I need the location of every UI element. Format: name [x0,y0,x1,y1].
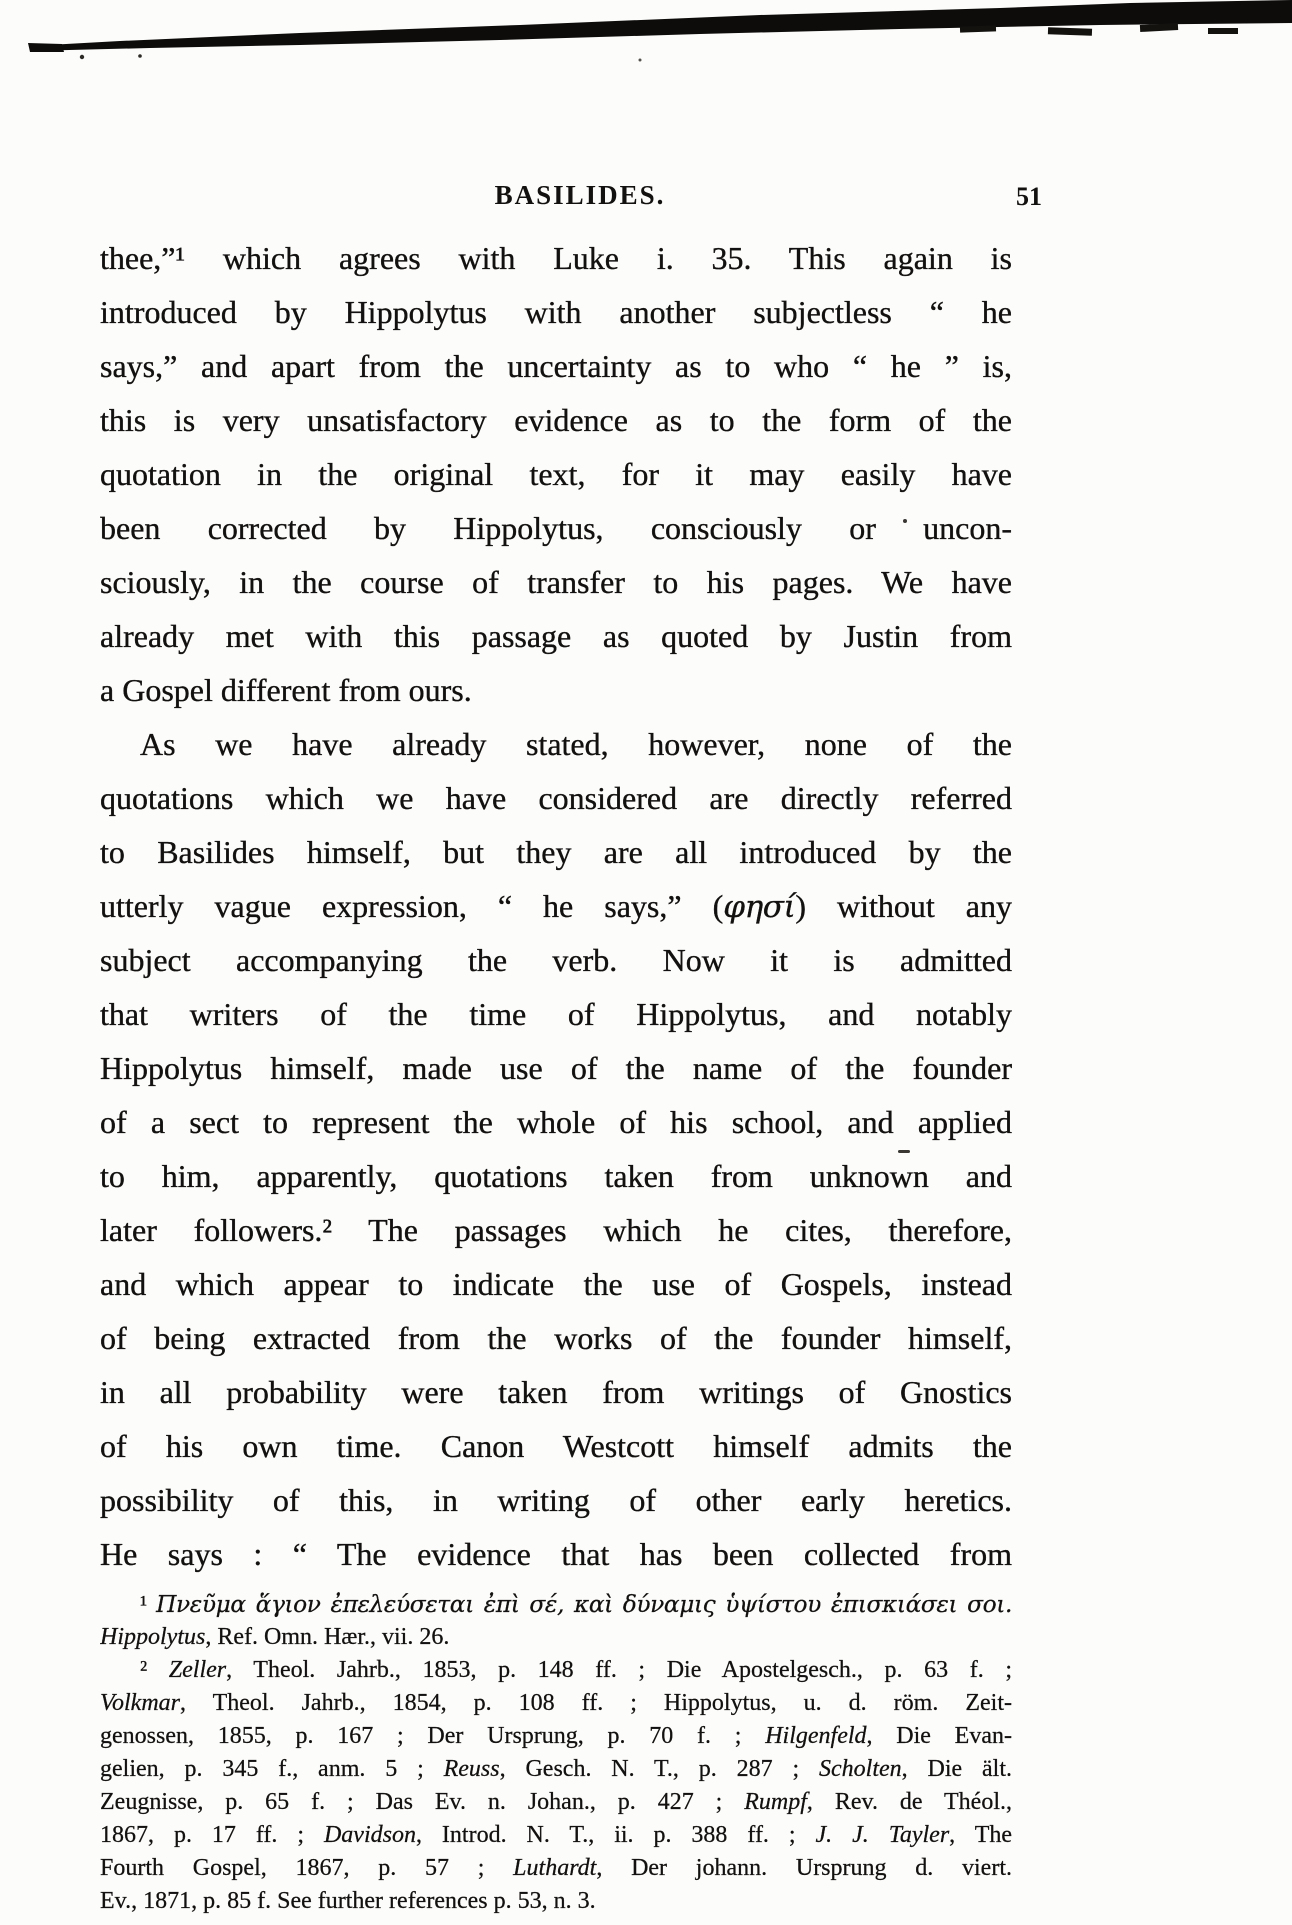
text-line: Zeugnisse, p. 65 f. ; Das Ev. n. Johan., p. 427 ; Rumpf, Rev. de Théol., [100,1789,1012,1815]
text-line: quotations which we have considered are directly referred [100,780,1012,816]
text-line: of being extracted from the works of the founder himself, [100,1320,1012,1356]
page-header [100,180,1042,220]
text-line: of a sect to represent the whole of his school, and applied [100,1104,1012,1140]
text-line: quotation in the original text, for it may easily have [100,456,1012,492]
text-line: ¹ Πνεῦμα ἅγιον ἐπελεύσεται ἐπὶ σέ, καὶ δύναμις ὑψίστου ἐπισκιάσει σοι. [140,1591,1012,1618]
text-line: Volkmar, Theol. Jahrb., 1854, p. 108 ff. ; Hippolytus, u. d. röm. Zeit- [100,1690,1012,1716]
text-line: a Gospel different from ours. [100,672,472,708]
text-line: to Basilides himself, but they are all introduced by the [100,834,1012,870]
running-title: BASILIDES. [494,180,666,210]
text-line: been corrected by Hippolytus, consciously or uncon- [100,510,1012,546]
text-line: Hippolytus himself, made use of the name of the founder [100,1050,1012,1086]
page-number: 51 [1016,182,1042,211]
scan-edge-artifact [0,0,1292,70]
text-line: gelien, p. 345 f., anm. 5 ; Reuss, Gesch. N. T., p. 287 ; Scholten, Die ält. [100,1756,1012,1782]
text-line: that writers of the time of Hippolytus, and notably [100,996,1012,1032]
text-line: this is very unsatisfactory evidence as to the form of the [100,402,1012,438]
text-line: ² Zeller, Theol. Jahrb., 1853, p. 148 ff. ; Die Apostelgesch., p. 63 f. ; [140,1657,1012,1683]
text-line: in all probability were taken from writings of Gnostics [100,1374,1012,1410]
text-line: later followers.² The passages which he cites, therefore, [100,1212,1012,1248]
text-line: says,” and apart from the uncertainty as to who “ he ” is, [100,348,1012,384]
text-line: Fourth Gospel, 1867, p. 57 ; Luthardt, Der johann. Ursprung d. viert. [100,1855,1012,1881]
text-line: Hippolytus, Ref. Omn. Hær., vii. 26. [100,1624,450,1650]
text-line: to him, apparently, quotations taken from unknown and [100,1158,1012,1194]
text-line: sciously, in the course of transfer to his pages. We have [100,564,1012,600]
text-line: utterly vague expression, “ he says,” (φησί) without any [100,888,1012,925]
text-line: Ev., 1871, p. 85 f. See further references p. 53, n. 3. [100,1888,596,1914]
text-line: possibility of this, in writing of other early heretics. [100,1482,1012,1518]
text-line: As we have already stated, however, none of the [140,726,1012,762]
text-line: thee,”¹ which agrees with Luke i. 35. This again is [100,240,1012,276]
text-line: subject accompanying the verb. Now it is admitted [100,942,1012,978]
text-line: 1867, p. 17 ff. ; Davidson, Introd. N. T., ii. p. 388 ff. ; J. J. Tayler, The [100,1822,1012,1848]
text-line: and which appear to indicate the use of Gospels, instead [100,1266,1012,1302]
text-line: already met with this passage as quoted by Justin from [100,618,1012,654]
text-line: introduced by Hippolytus with another subjectless “ he [100,294,1012,330]
text-line: of his own time. Canon Westcott himself admits the [100,1428,1012,1464]
body-text [100,231,1012,1581]
text-line: He says : “ The evidence that has been collected from [100,1536,1012,1572]
footnotes-block [100,1588,1012,1918]
text-line: genossen, 1855, p. 167 ; Der Ursprung, p. 70 f. ; Hilgenfeld, Die Evan- [100,1723,1012,1749]
